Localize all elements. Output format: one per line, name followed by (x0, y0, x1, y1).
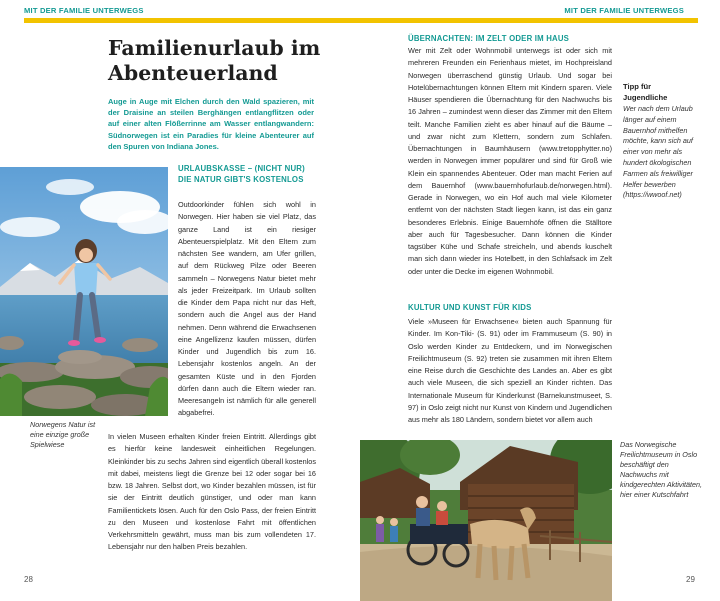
running-head-left: MIT DER FAMILIE UNTERWEGS (24, 6, 144, 15)
section-heading-uebernachten: ÜBERNACHTEN: IM ZELT ODER IM HAUS (408, 34, 570, 43)
section-heading-kultur: KULTUR UND KUNST FÜR KIDS (408, 303, 532, 312)
horse-carriage-photo (360, 440, 612, 601)
sidebar-title: Tipp für Jugendliche (623, 82, 668, 102)
page-title: Familienurlaub im Abenteuerland (108, 36, 321, 85)
running-head-right: MIT DER FAMILIE UNTERWEGS (564, 6, 684, 15)
lead-paragraph: Auge in Auge mit Elchen durch den Wald spazieren, mit der Draisine an steilen Berghängen entlangflitzen oder auf einer alten Flößerrinne am Wasser entlangwandern: Südnorwegen ist ein Paradies für kleine Abenteurer auf den Spuren von Indiana Jones. (108, 97, 314, 151)
right-photo-caption: Das Norwegische Freilichtmuseum in Oslo beschäftigt den Nachwuchs mit kindgerechten Aktivitäten, hier einer Kutschfahrt (620, 440, 703, 499)
sidebar-text: Wer nach dem Urlaub länger auf einem Bauernhof mithelfen möchte, kann sich auf einer von mehr als hundert ökologischen Farmen als freiwilliger Helfer bewerben (https://wwoof.net) (623, 104, 693, 200)
section-text-uebernachten: Wer mit Zelt oder Wohnmobil unterwegs ist oder sich mit mehreren Freunden ein Ferienhaus mietet, im Hochpreisland Norwegen überraschend günstig Urlaub. Und sogar bei Hotelübernachtungen können Eltern mit Kindern sparen. Viele Häuser spendieren die Übernachtung für den Nachwuchs bis 16 Jahren – zumindest wenn dieser das Zimmer mit den Eltern teilt. Manche Familien zieht es aber hinauf auf die Bäume – und zwar nicht zum Klettern, sondern zum Schlafen. Übernachtungen in Baumhäusern (www.tretopphytter.no) werden in Norwegen immer populärer und sind für Groß wie Klein ein spannendes Abenteuer. Oder man macht Ferien auf dem Bauernhof (www.bauernhofurlaub.de/norwegen.html). Gerade in Norwegen, wo ein Hof auch mal viele Kilometer entfernt von der nächsten Stadt liegen kann, ist das ein ganz besonderes Erlebnis. Einige Bauernhöfe öffnen die Ställtore aber auch für Tagesbesucher. Dann können die Kinder tagsüber Kühe und Schafe streicheln, und abends kuschelt man sich dann wieder ins Hotelbett, in den Schlafsack im Zelt oder unter die Decke im eigenen Wohnmobil. (408, 46, 612, 276)
left-photo-caption: Norwegens Natur ist eine einzige große Spielwiese (30, 420, 96, 449)
section-heading-urlaubskasse: URLAUBSKASSE – (NICHT NUR) DIE NATUR GIBT'S KOSTENLOS (178, 164, 305, 184)
section-text-museen: In vielen Museen erhalten Kinder freien Eintritt. Allerdings gibt es hierfür keine landesweit einheitlichen Regelungen. Kleinkinder bis zu sechs Jahren sind eigentlich überall kostenlos mit dabei, meistens liegt die Grenze bei 12 oder sogar bei 16 bzw. 18 Jahren. Selbst dort, wo Kinder bezahlen müssen, ist für sie der Eintritt deutlich günstiger, und oder man kann Familientickets lösen. Auch für den Oslo Pass, der freien Eintritt zu den Museen und kostenlose Fahrt mit öffentlichen Verkehrsmitteln gewährt, muss man bis zum vollendeten 17. Lebensjahr nur den halben Preis bezahlen. (108, 432, 316, 552)
section-text-kultur: Viele »Museen für Erwachsene« bieten auch Spannung für Kinder. Im Kon-Tiki- (S. 91) oder im Frammuseum (S. 90) in Oslo werden Kinder zu Entdeckern, und im Norwegischen Freilichtmuseum (S. 92) treten sie zusammen mit ihren Eltern eine Reise durch die Geschichte des Landes an. Aber es gibt auch viele Museen, die sich speziell an Kinder richten. Das Internationale Museum für Kinderkunst (Barnekunstmuseet, S. 97) in Oslo zeigt nicht nur Kunst von Kindern und Jugendlichen aus mehr als 180 Ländern, sondern bietet vor allem auch (408, 317, 612, 424)
header-bar-right (360, 18, 698, 23)
header-bar-left (24, 18, 360, 23)
page-number-left: 28 (24, 575, 33, 584)
page-number-right: 29 (686, 575, 695, 584)
girl-by-lake-photo (0, 167, 168, 416)
section-text-urlaubskasse: Outdoorkinder fühlen sich wohl in Norwegen. Hier haben sie viel Platz, das ganze Land ist ein riesiger Abenteuerspielplatz. Mit den Eltern zum nächsten See wandern, am Ufer grillen, auf dem Rückweg Pilze oder Beeren sammeln – Norwegens Natur bietet mehr als jeder Freizeitpark. Im Urlaub sollten die Kinder dem Papa nicht nur das Heft, sondern auch die Angel aus der Hand nehmen. Denn während die Erwachsenen eine Angellizenz kaufen müssen, dürfen Kinder und Jugendlich bis zum 16. Lebensjahr kostenlos angeln. An der gesamten Küste und in den Fjorden dürfen dann auch die Eltern wieder ran. Meeresangeln ist nämlich für alle generell abgabefrei. (178, 200, 316, 418)
